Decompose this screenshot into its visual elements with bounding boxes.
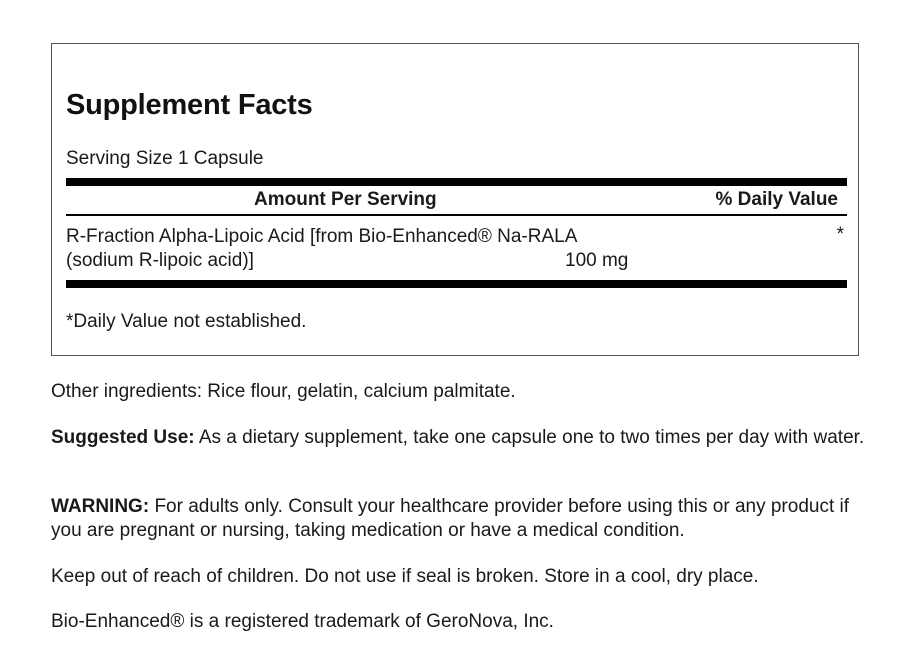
thick-divider-bottom [66,280,847,288]
other-ingredients: Other ingredients: Rice flour, gelatin, calcium palmitate. [51,381,516,402]
warning-label: WARNING: [51,496,150,517]
facts-title: Supplement Facts [66,89,313,121]
supplement-facts-panel [51,43,859,356]
suggested-use-text: As a dietary supplement, take one capsule one to two times per day with water. [198,427,865,448]
ingredient-amount: 100 mg [565,250,629,271]
storage-instructions: Keep out of reach of children. Do not use if seal is broken. Store in a cool, dry place. [51,566,759,587]
suggested-use [51,426,871,450]
trademark-notice: Bio-Enhanced® is a registered trademark of GeroNova, Inc. [51,611,554,632]
serving-size: Serving Size 1 Capsule [66,148,264,169]
ingredient-name: R-Fraction Alpha-Lipoic Acid [from Bio-Enhanced® Na-RALA (sodium R-lipoic acid)] [66,226,577,271]
warning [51,495,871,543]
warning-text: For adults only. Consult your healthcare provider before using this or any product if you are pregnant or nursing, taking medication or have a medical condition. [51,496,850,541]
thick-divider-top [66,178,847,186]
suggested-use-label: Suggested Use: [51,427,195,448]
daily-value-footnote: *Daily Value not established. [66,311,307,332]
header-daily-value: % Daily Value [715,189,838,210]
thin-divider [66,214,847,216]
header-amount-per-serving: Amount Per Serving [254,189,437,210]
ingredient-daily-value: * [836,224,844,245]
